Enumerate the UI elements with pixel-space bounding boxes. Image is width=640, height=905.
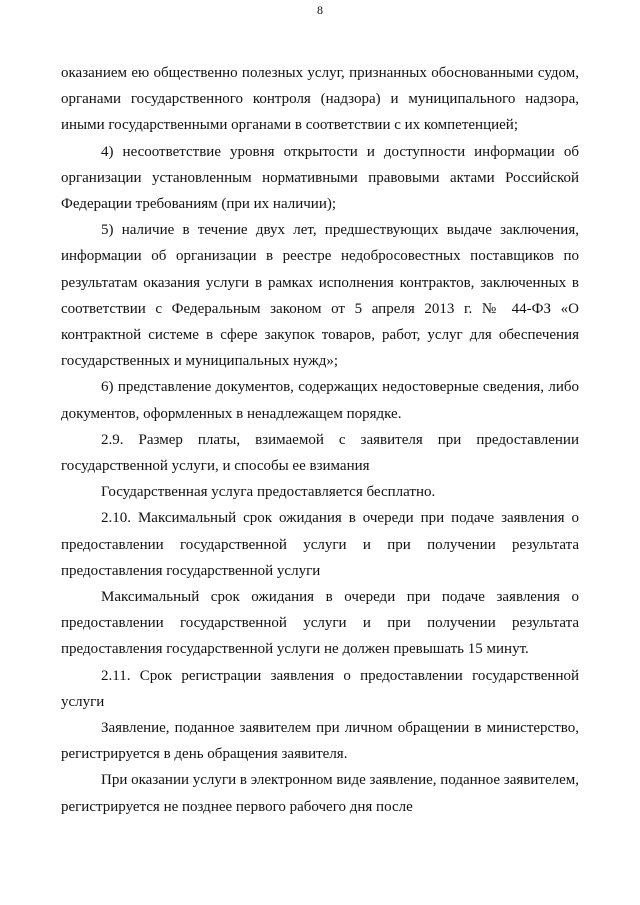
paragraph-item-4: 4) несоответствие уровня открытости и доступности информации об организации установленным нормативными правовыми актами Российской Федерации требованиям (при их наличии); <box>61 143 579 213</box>
paragraph-item-5: 5) наличие в течение двух лет, предшествующих выдаче заключения, информации об организации в реестре недобросовестных поставщиков по результатам оказания услуги в рамках исполнения контрактов, заключенных в соответствии с Федеральным законом от 5 апреля 2013 г. № 44-ФЗ «О контрактной системе в сфере закупок товаров, работ, услуг для обеспечения государственных и муниципальных нужд»; <box>61 222 579 370</box>
paragraph-continuation: оказанием ею общественно полезных услуг, признанных обоснованными судом, органами государственного контроля (надзора) и муниципального надзора, иными государственными органами в соответствии с их компетенцией; <box>61 65 579 134</box>
paragraph-wait-time: Максимальный срок ожидания в очереди при подаче заявления о предоставлении государственной услуги и при получении результата предоставления государственной услуги не должен превышать 15 минут. <box>61 589 579 658</box>
paragraph-fee: Государственная услуга предоставляется бесплатно. <box>101 484 436 501</box>
paragraph-registration: Заявление, поданное заявителем при личном обращении в министерство, регистрируется в день обращения заявителя. <box>61 720 579 763</box>
section-heading-2-9: 2.9. Размер платы, взимаемой с заявителя при предоставлении государственной услуги, и способы ее взимания <box>61 431 579 475</box>
paragraph-electronic: При оказании услуги в электронном виде заявление, поданное заявителем, регистрируется не позднее первого рабочего дня после <box>61 772 579 815</box>
body-text <box>61 60 579 820</box>
section-heading-2-11: 2.11. Срок регистрации заявления о предоставлении государственной услуги <box>61 667 579 710</box>
page-number: 8 <box>317 3 323 17</box>
paragraph-item-6: 6) представление документов, содержащих недостоверные сведения, либо документов, оформленных в ненадлежащем порядке. <box>61 379 579 422</box>
section-heading-2-10: 2.10. Максимальный срок ожидания в очереди при подаче заявления о предоставлении государственной услуги и при получении результата предоставления государственной услуги <box>61 510 579 579</box>
